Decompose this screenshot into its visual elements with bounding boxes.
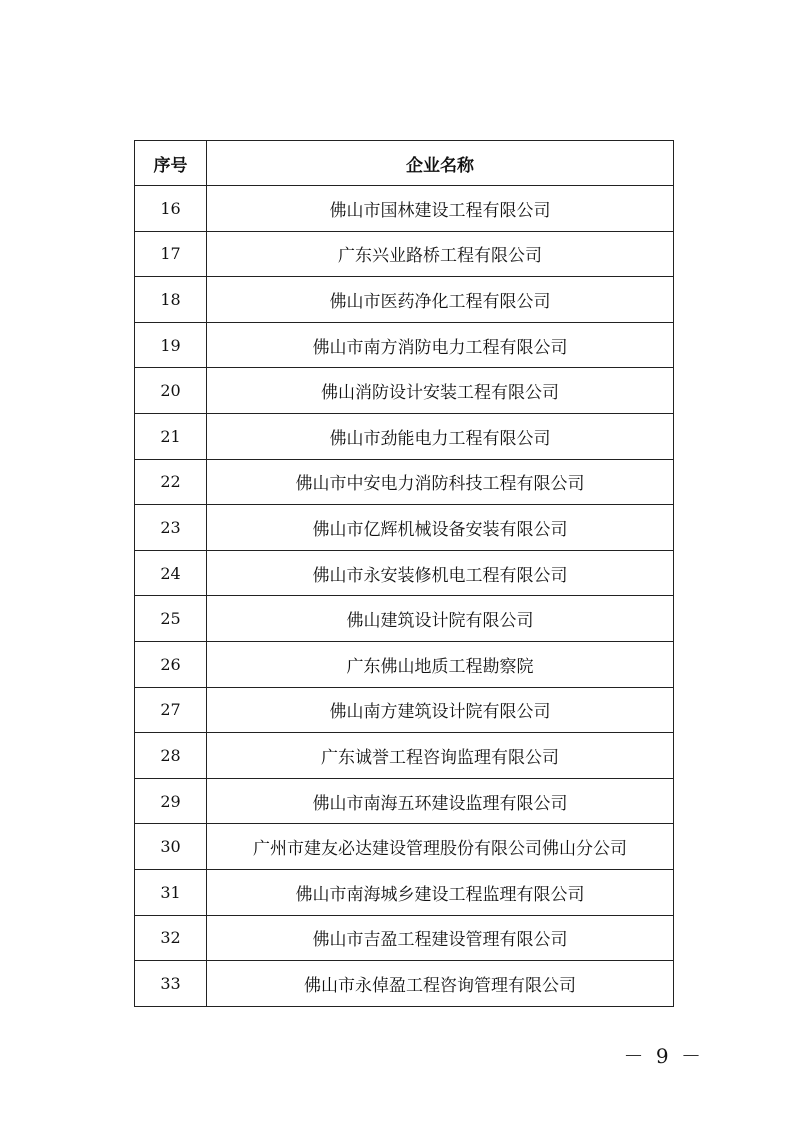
table-body [135, 186, 674, 1007]
row-serial-number: 24 [135, 550, 207, 596]
row-company-name: 佛山消防设计安装工程有限公司 [207, 368, 674, 414]
table-row [135, 277, 674, 323]
row-company-name: 佛山建筑设计院有限公司 [207, 596, 674, 642]
row-serial-number: 25 [135, 596, 207, 642]
row-company-name: 佛山市永安装修机电工程有限公司 [207, 550, 674, 596]
table-row [135, 915, 674, 961]
row-company-name: 广东诚誉工程咨询监理有限公司 [207, 733, 674, 779]
row-company-name: 佛山市南方消防电力工程有限公司 [207, 322, 674, 368]
table-row [135, 413, 674, 459]
row-serial-number: 30 [135, 824, 207, 870]
company-table [134, 140, 674, 1007]
row-company-name: 佛山市南海五环建设监理有限公司 [207, 778, 674, 824]
row-company-name: 佛山市永倬盈工程咨询管理有限公司 [207, 961, 674, 1007]
row-company-name: 佛山南方建筑设计院有限公司 [207, 687, 674, 733]
row-serial-number: 27 [135, 687, 207, 733]
table-row [135, 961, 674, 1007]
row-company-name: 佛山市中安电力消防科技工程有限公司 [207, 459, 674, 505]
table-row [135, 869, 674, 915]
table-row [135, 550, 674, 596]
table-row [135, 368, 674, 414]
table-row [135, 596, 674, 642]
row-serial-number: 18 [135, 277, 207, 323]
row-company-name: 广东兴业路桥工程有限公司 [207, 231, 674, 277]
row-company-name: 佛山市劲能电力工程有限公司 [207, 413, 674, 459]
row-serial-number: 28 [135, 733, 207, 779]
row-serial-number: 16 [135, 186, 207, 232]
row-serial-number: 32 [135, 915, 207, 961]
table-row [135, 733, 674, 779]
row-serial-number: 20 [135, 368, 207, 414]
row-company-name: 佛山市医药净化工程有限公司 [207, 277, 674, 323]
row-serial-number: 26 [135, 641, 207, 687]
table-row [135, 778, 674, 824]
table-header-row [135, 141, 674, 186]
table-row [135, 322, 674, 368]
row-company-name: 佛山市南海城乡建设工程监理有限公司 [207, 869, 674, 915]
header-company-name: 企业名称 [207, 141, 674, 186]
table-row [135, 186, 674, 232]
row-company-name: 佛山市吉盈工程建设管理有限公司 [207, 915, 674, 961]
table-row [135, 459, 674, 505]
table-row [135, 231, 674, 277]
row-company-name: 佛山市国林建设工程有限公司 [207, 186, 674, 232]
row-serial-number: 17 [135, 231, 207, 277]
row-serial-number: 31 [135, 869, 207, 915]
row-company-name: 广东佛山地质工程勘察院 [207, 641, 674, 687]
table-row [135, 824, 674, 870]
row-serial-number: 29 [135, 778, 207, 824]
row-serial-number: 19 [135, 322, 207, 368]
row-serial-number: 21 [135, 413, 207, 459]
row-serial-number: 23 [135, 505, 207, 551]
table-row [135, 687, 674, 733]
table-row [135, 505, 674, 551]
row-serial-number: 22 [135, 459, 207, 505]
page-number: － 9 － [623, 1044, 704, 1068]
table-row [135, 641, 674, 687]
row-serial-number: 33 [135, 961, 207, 1007]
row-company-name: 广州市建友必达建设管理股份有限公司佛山分公司 [207, 824, 674, 870]
row-company-name: 佛山市亿辉机械设备安装有限公司 [207, 505, 674, 551]
header-serial-number: 序号 [135, 141, 207, 186]
